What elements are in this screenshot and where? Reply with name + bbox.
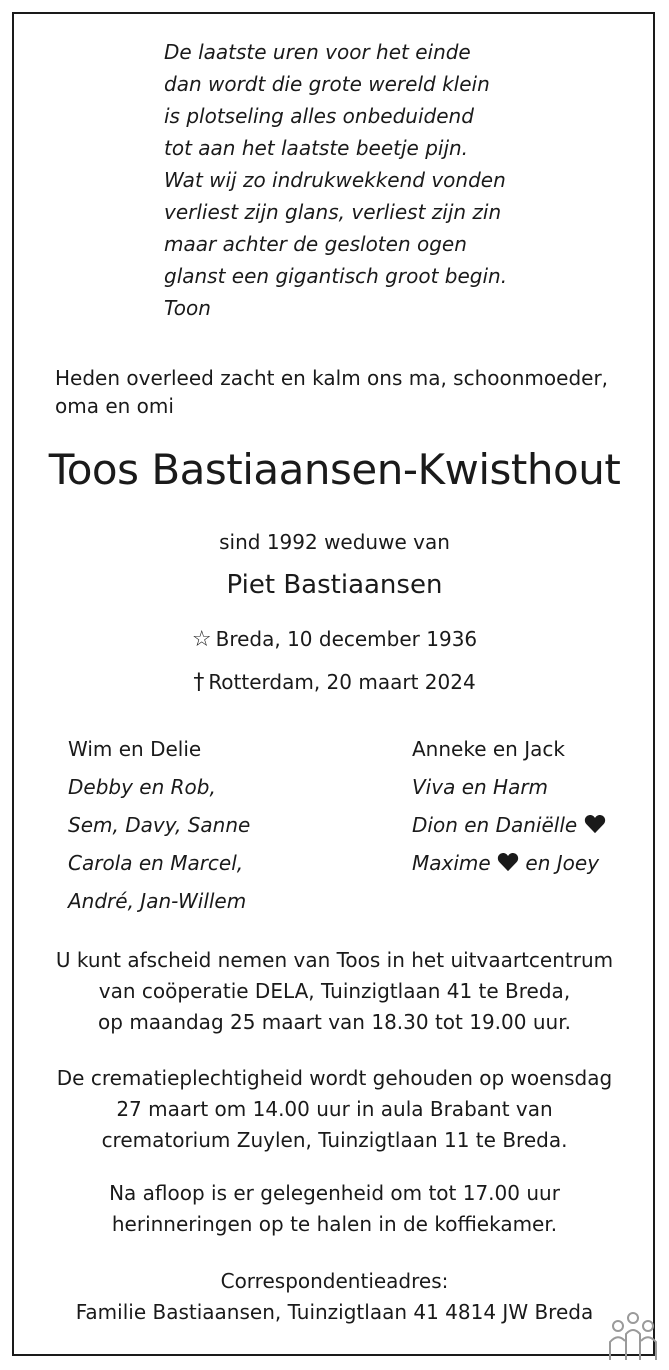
info-line: herinneringen op te halen in de koffiekamer. [111, 1212, 558, 1236]
family-member: Carola en Marcel, [68, 851, 244, 875]
family-member: Wim en Delie [68, 737, 202, 761]
poem-line: Wat wij zo indrukwekkend vonden [164, 168, 506, 192]
info-line: Na afloop is er gelegenheid om tot 17.00 uur [109, 1181, 560, 1205]
family-member: en Joey [525, 851, 600, 875]
gathering-info [0, 1178, 669, 1240]
correspondence-address [0, 1266, 669, 1328]
info-line: op maandag 25 maart van 18.30 tot 19.00 uur. [98, 1010, 571, 1034]
family-member-row [412, 844, 606, 882]
family-left-column [68, 730, 250, 920]
cross-icon: † [193, 670, 205, 695]
poem-line: is plotseling alles onbeduidend [164, 104, 474, 128]
intro-text [55, 364, 608, 420]
star-icon: ☆ [191, 627, 212, 652]
poem-line: De laatste uren voor het einde [164, 40, 471, 64]
intro-line-1: Heden overleed zacht en kalm ons ma, schoonmoeder, [55, 366, 609, 390]
poem-line: maar achter de gesloten ogen [164, 232, 467, 256]
family-member: Anneke en Jack [412, 737, 565, 761]
poem-author: Toon [164, 296, 211, 320]
family-logo-icon [606, 1308, 660, 1362]
info-line: De crematieplechtigheid wordt gehouden op woensdag [56, 1066, 613, 1090]
deceased-name: Toos Bastiaansen-Kwisthout [48, 445, 621, 494]
poem [164, 36, 507, 324]
family-member-row [412, 806, 606, 844]
heart-icon [497, 852, 519, 872]
family-member: Sem, Davy, Sanne [68, 813, 251, 837]
birth-line [0, 625, 669, 654]
poem-line: tot aan het laatste beetje pijn. [164, 136, 469, 160]
cremation-info [0, 1063, 669, 1156]
info-line: 27 maart om 14.00 uur in aula Brabant van [116, 1097, 553, 1121]
visitation-info [0, 945, 669, 1038]
family-member: André, Jan-Willem [68, 889, 247, 913]
birth-date: Breda, 10 december 1936 [215, 627, 478, 651]
family-member: Viva en Harm [412, 775, 549, 799]
widow-text: sind 1992 weduwe van [219, 530, 450, 554]
spouse-name: Piet Bastiaansen [226, 570, 443, 600]
info-line: van coöperatie DELA, Tuinzigtlaan 41 te Breda, [98, 979, 571, 1003]
address-line: Familie Bastiaansen, Tuinzigtlaan 41 4814 JW Breda [75, 1300, 594, 1324]
poem-line: glanst een gigantisch groot begin. [164, 264, 508, 288]
family-member: Debby en Rob, [68, 775, 216, 799]
info-line: crematorium Zuylen, Tuinzigtlaan 11 te Breda. [101, 1128, 568, 1152]
family-member: Maxime [412, 851, 491, 875]
poem-line: verliest zijn glans, verliest zijn zin [164, 200, 502, 224]
heart-icon [584, 814, 606, 834]
family-member: Dion en Daniëlle [412, 813, 578, 837]
info-line: U kunt afscheid nemen van Toos in het uitvaartcentrum [55, 948, 614, 972]
intro-line-2: oma en omi [55, 394, 174, 418]
death-date: Rotterdam, 20 maart 2024 [208, 670, 476, 694]
address-label: Correspondentieadres: [220, 1269, 449, 1293]
poem-line: dan wordt die grote wereld klein [164, 72, 490, 96]
family-right-column [412, 730, 606, 882]
death-line [0, 668, 669, 697]
